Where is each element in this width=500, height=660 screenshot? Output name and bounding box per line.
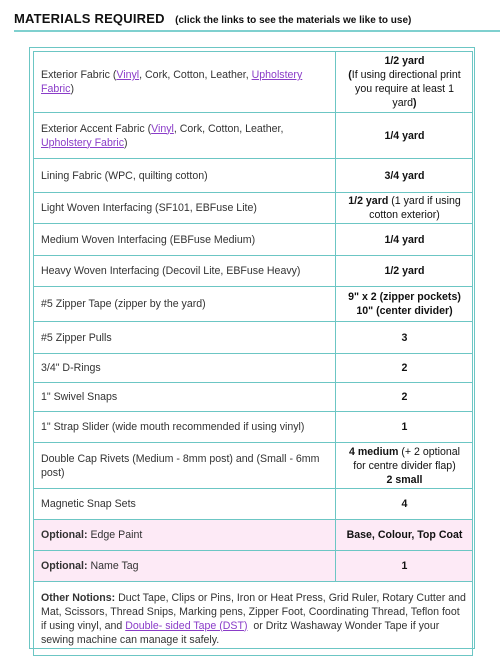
vinyl-link[interactable]: Vinyl [151, 122, 174, 135]
material-name: Light Woven Interfacing (SF101, EBFuse Lite) [34, 193, 336, 224]
table-row [34, 113, 473, 159]
table-row [34, 412, 473, 443]
table-row [34, 224, 473, 256]
upholstery-fabric-link[interactable]: Upholstery Fabric [41, 69, 303, 95]
table-row-optional [34, 520, 473, 551]
material-quantity: 3 [336, 322, 473, 354]
table-row [34, 322, 473, 354]
table-row [34, 287, 473, 322]
material-name: Exterior Fabric (Vinyl, Cork, Cotton, Leather, Upholstery Fabric) [34, 52, 336, 113]
material-name: Medium Woven Interfacing (EBFuse Medium) [34, 224, 336, 256]
vinyl-link[interactable]: Vinyl [116, 69, 140, 81]
material-name: #5 Zipper Tape (zipper by the yard) [34, 287, 336, 322]
material-name: Heavy Woven Interfacing (Decovil Lite, EBFuse Heavy) [34, 256, 336, 287]
page-header [14, 10, 494, 28]
other-notions: Other Notions: Duct Tape, Clips or Pins, Iron or Heat Press, Grid Ruler, Rotary Cutter and Mat, Scissors, Thread Snips, Marking pens, Zipper Foot, Coordinating Thread, Teflon foot if using vinyl, and Double- sided Tape (DST) or Dritz Washaway Wonder Tape if your sewing machine can manage it safely. [34, 582, 473, 656]
material-quantity: 1/4 yard [336, 113, 473, 159]
table-row [34, 443, 473, 489]
material-name: Optional: Name Tag [34, 551, 336, 582]
upholstery-fabric-link[interactable]: Upholstery Fabric [41, 136, 125, 149]
material-quantity: Base, Colour, Top Coat [336, 520, 473, 551]
material-quantity: 1/4 yard [336, 224, 473, 256]
material-quantity: 2 [336, 354, 473, 383]
table-row [34, 52, 473, 113]
table-row [34, 159, 473, 193]
double-sided-tape-link[interactable]: Double- sided Tape (DST) [125, 619, 248, 632]
material-name: #5 Zipper Pulls [34, 322, 336, 354]
notes-label: Other Notions: [41, 591, 116, 604]
table-row [34, 354, 473, 383]
material-name: Lining Fabric (WPC, quilting cotton) [34, 159, 336, 193]
table-row-optional [34, 551, 473, 582]
table-row [34, 256, 473, 287]
materials-table [33, 51, 473, 656]
header-divider [14, 30, 500, 32]
material-quantity: 3/4 yard [336, 159, 473, 193]
material-quantity: 1 [336, 551, 473, 582]
table-row [34, 383, 473, 412]
notes-row [34, 582, 473, 656]
material-name: 3/4" D-Rings [34, 354, 336, 383]
table-row [34, 489, 473, 520]
material-name: 1" Swivel Snaps [34, 383, 336, 412]
material-quantity: 2 [336, 383, 473, 412]
material-quantity: 1/2 yard (If using directional print you require at least 1 yard) [336, 52, 473, 113]
material-name: Magnetic Snap Sets [34, 489, 336, 520]
material-name: 1" Strap Slider (wide mouth recommended if using vinyl) [34, 412, 336, 443]
table-row [34, 193, 473, 224]
material-quantity: 4 medium (+ 2 optional for centre divider flap) 2 small [336, 443, 473, 489]
section-note: (click the links to see the materials we like to use) [175, 15, 412, 26]
material-quantity: 4 [336, 489, 473, 520]
material-quantity: 1/2 yard (1 yard if using cotton exterior) [336, 193, 473, 224]
material-quantity: 1/2 yard [336, 256, 473, 287]
material-quantity: 9" x 2 (zipper pockets) 10" (center divider) [336, 287, 473, 322]
material-quantity: 1 [336, 412, 473, 443]
material-name: Exterior Accent Fabric (Vinyl, Cork, Cotton, Leather, Upholstery Fabric) [34, 113, 336, 159]
material-name: Optional: Edge Paint [34, 520, 336, 551]
material-name: Double Cap Rivets (Medium - 8mm post) and (Small - 6mm post) [34, 443, 336, 489]
section-title: MATERIALS REQUIRED [14, 11, 165, 26]
